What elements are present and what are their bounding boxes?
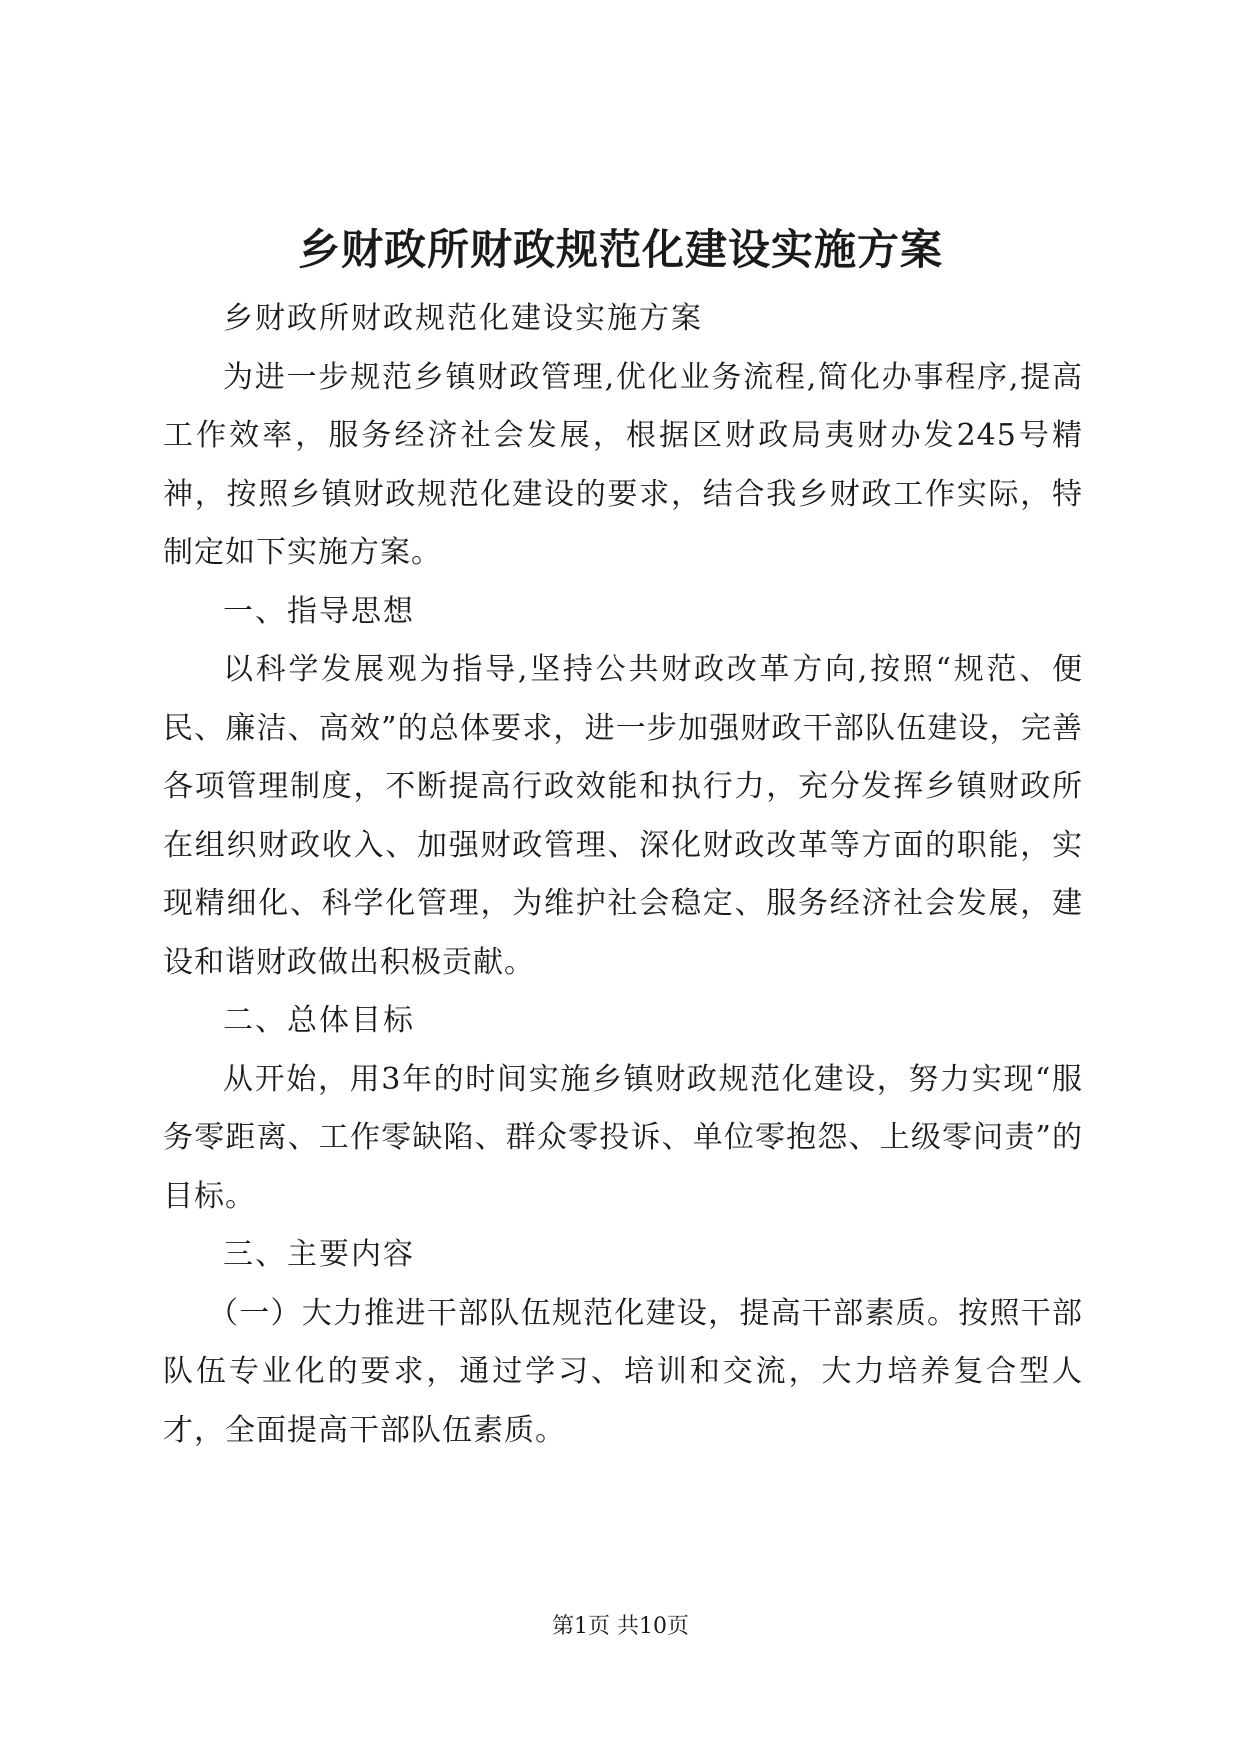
document-title: 乡财政所财政规范化建设实施方案 — [297, 225, 943, 274]
intro-paragraph: 为进一步规范乡镇财政管理,优化业务流程,简化办事程序,提高工作效率，服务经济社会发展，根据区财政局夷财办发245号精神，按照乡镇财政规范化建设的要求，结合我乡财政工作实际，特制定如下实施方案。 — [163, 359, 1083, 570]
document-subtitle: 乡财政所财政规范化建设实施方案 — [223, 301, 703, 336]
section-heading-overall-goal: 二、总体目标 — [223, 1003, 415, 1038]
page-footer: 第1页 共10页 — [552, 1614, 689, 1639]
section-body-guiding-ideology: 以科学发展观为指导,坚持公共财政改革方向,按照“规范、便民、廉洁、高效”的总体要求，进一步加强财政干部队伍建设，完善各项管理制度，不断提高行政效能和执行力，充分发挥乡镇财政所在组织财政收入、加强财政管理、深化财政改革等方面的职能，实现精细化、科学化管理，为维护社会稳定、服务经济社会发展，建设和谐财政做出积极贡献。 — [163, 652, 1083, 980]
section-item-cadre-team: （一）大力推进干部队伍规范化建设，提高干部素质。按照干部队伍专业化的要求，通过学习、培训和交流，大力培养复合型人才，全面提高干部队伍素质。 — [163, 1295, 1083, 1448]
section-heading-guiding-ideology: 一、指导思想 — [223, 593, 415, 629]
document-body — [163, 290, 1083, 1460]
section-body-overall-goal: 从开始，用3年的时间实施乡镇财政规范化建设，努力实现“服务零距离、工作零缺陷、群众零投诉、单位零抱怨、上级零问责”的目标。 — [163, 1061, 1083, 1214]
section-heading-main-content: 三、主要内容 — [223, 1237, 415, 1272]
